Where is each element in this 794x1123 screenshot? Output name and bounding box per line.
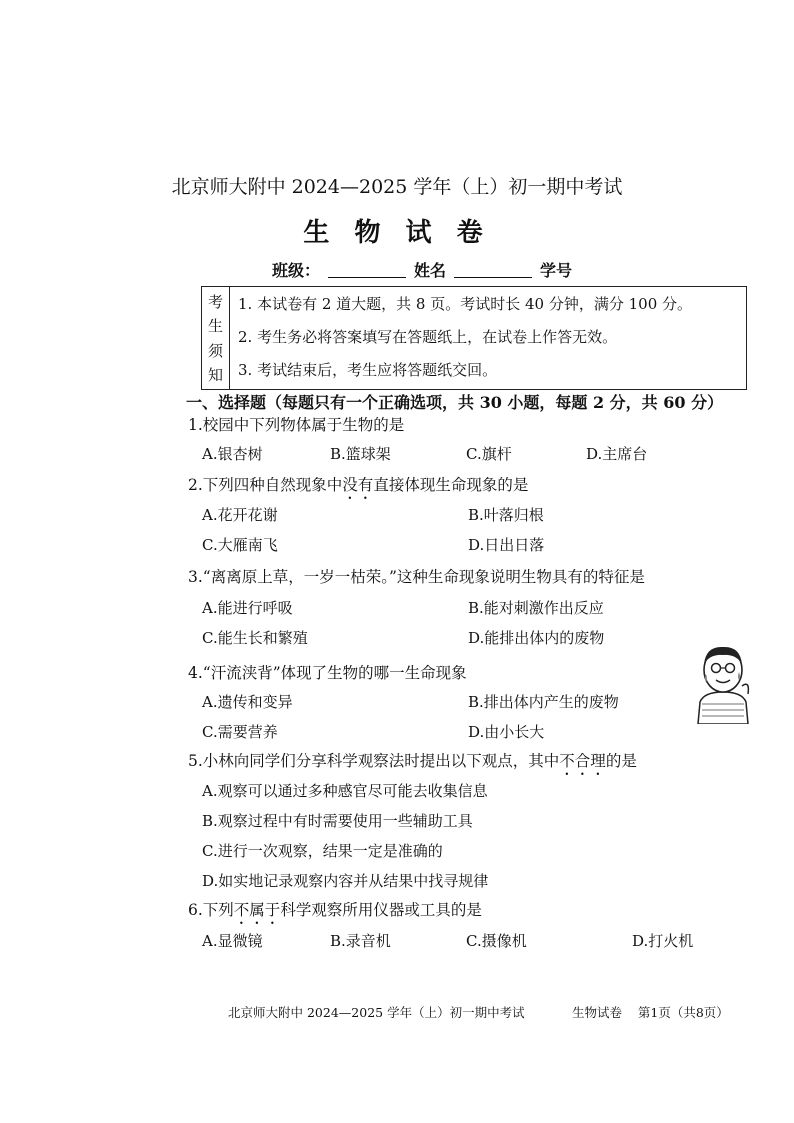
id-label: 学号 [540,261,573,280]
option: C.摄像机 [466,932,527,950]
option: D.主席台 [586,445,648,463]
option: B.观察过程中有时需要使用一些辅助工具 [202,812,473,830]
notice-side-char: 生 [207,317,223,336]
option: D.日出日落 [468,536,545,554]
option: A.能进行呼吸 [202,599,293,617]
student-info-row [272,258,572,281]
stem-emphasis: 不合理 [559,752,606,770]
stem-text: 的是 [605,752,637,770]
stem-text: 2.下列四种自然现象中 [188,476,343,494]
option: B.排出体内产生的废物 [468,693,619,711]
option: C.进行一次观察，结果一定是准确的 [202,842,443,860]
notice-side-label [202,287,230,389]
option: C.需要营养 [202,723,278,741]
notice-box [201,286,747,390]
option: C.旗杆 [466,445,512,463]
class-blank [328,277,406,278]
exam-subtitle: 生 物 试 卷 [303,218,491,248]
stem-text: 5.小林向同学们分享科学观察法时提出以下观点，其中 [188,752,560,770]
stem-text: 直接体现生命现象的是 [373,476,529,494]
option: B.能对刺激作出反应 [468,599,604,617]
section-heading: 一、选择题（每题只有一个正确选项，共 30 小题，每题 2 分，共 60 分） [186,393,724,412]
exam-title: 北京师大附中 2024—2025 学年（上）初一期中考试 [171,176,623,198]
question-stem [188,473,528,503]
notice-side-char: 须 [207,341,223,360]
notice-item: 2. 考生务必将答案填写在答题纸上，在试卷上作答无效。 [238,328,618,346]
footer-right: 生物试卷 第1页（共8页） [572,1005,729,1020]
option: A.银杏树 [202,445,263,463]
option: C.大雁南飞 [202,536,278,554]
option: B.篮球架 [330,445,391,463]
name-label: 姓名 [414,261,447,280]
stem-emphasis: 不属于 [233,901,281,919]
option: A.花开花谢 [202,506,278,524]
option: C.能生长和繁殖 [202,629,308,647]
question-stem: 3.“离离原上草，一岁一枯荣。”这种生命现象说明生物具有的特征是 [188,568,645,586]
option: D.打火机 [632,932,694,950]
footer-left: 北京师大附中 2024—2025 学年（上）初一期中考试 [228,1005,525,1020]
class-label: 班级： [272,261,321,280]
option: D.能排出体内的废物 [468,629,605,647]
name-blank [454,277,532,278]
option: B.录音机 [330,932,391,950]
question-stem: 4.“汗流浃背”体现了生物的哪一生命现象 [188,664,467,682]
option: A.观察可以通过多种感官尽可能去收集信息 [202,782,488,800]
question-stem [188,898,482,928]
question-stem [188,749,637,779]
sweating-person-illustration [692,642,754,724]
notice-side-char: 考 [207,292,223,311]
option: A.遗传和变异 [202,693,293,711]
stem-text: 6.下列 [188,901,234,919]
option: D.由小长大 [468,723,545,741]
option: A.显微镜 [202,932,263,950]
option: D.如实地记录观察内容并从结果中找寻规律 [202,872,489,890]
notice-item: 3. 考试结束后，考生应将答题纸交回。 [238,361,498,379]
notice-item: 1. 本试卷有 2 道大题，共 8 页。考试时长 40 分钟，满分 100 分。 [238,295,693,313]
stem-emphasis: 没有 [342,476,374,494]
question-stem: 1.校园中下列物体属于生物的是 [188,416,405,434]
option: B.叶落归根 [468,506,544,524]
stem-text: 科学观察所用仪器或工具的是 [280,901,482,919]
notice-side-char: 知 [207,366,223,385]
